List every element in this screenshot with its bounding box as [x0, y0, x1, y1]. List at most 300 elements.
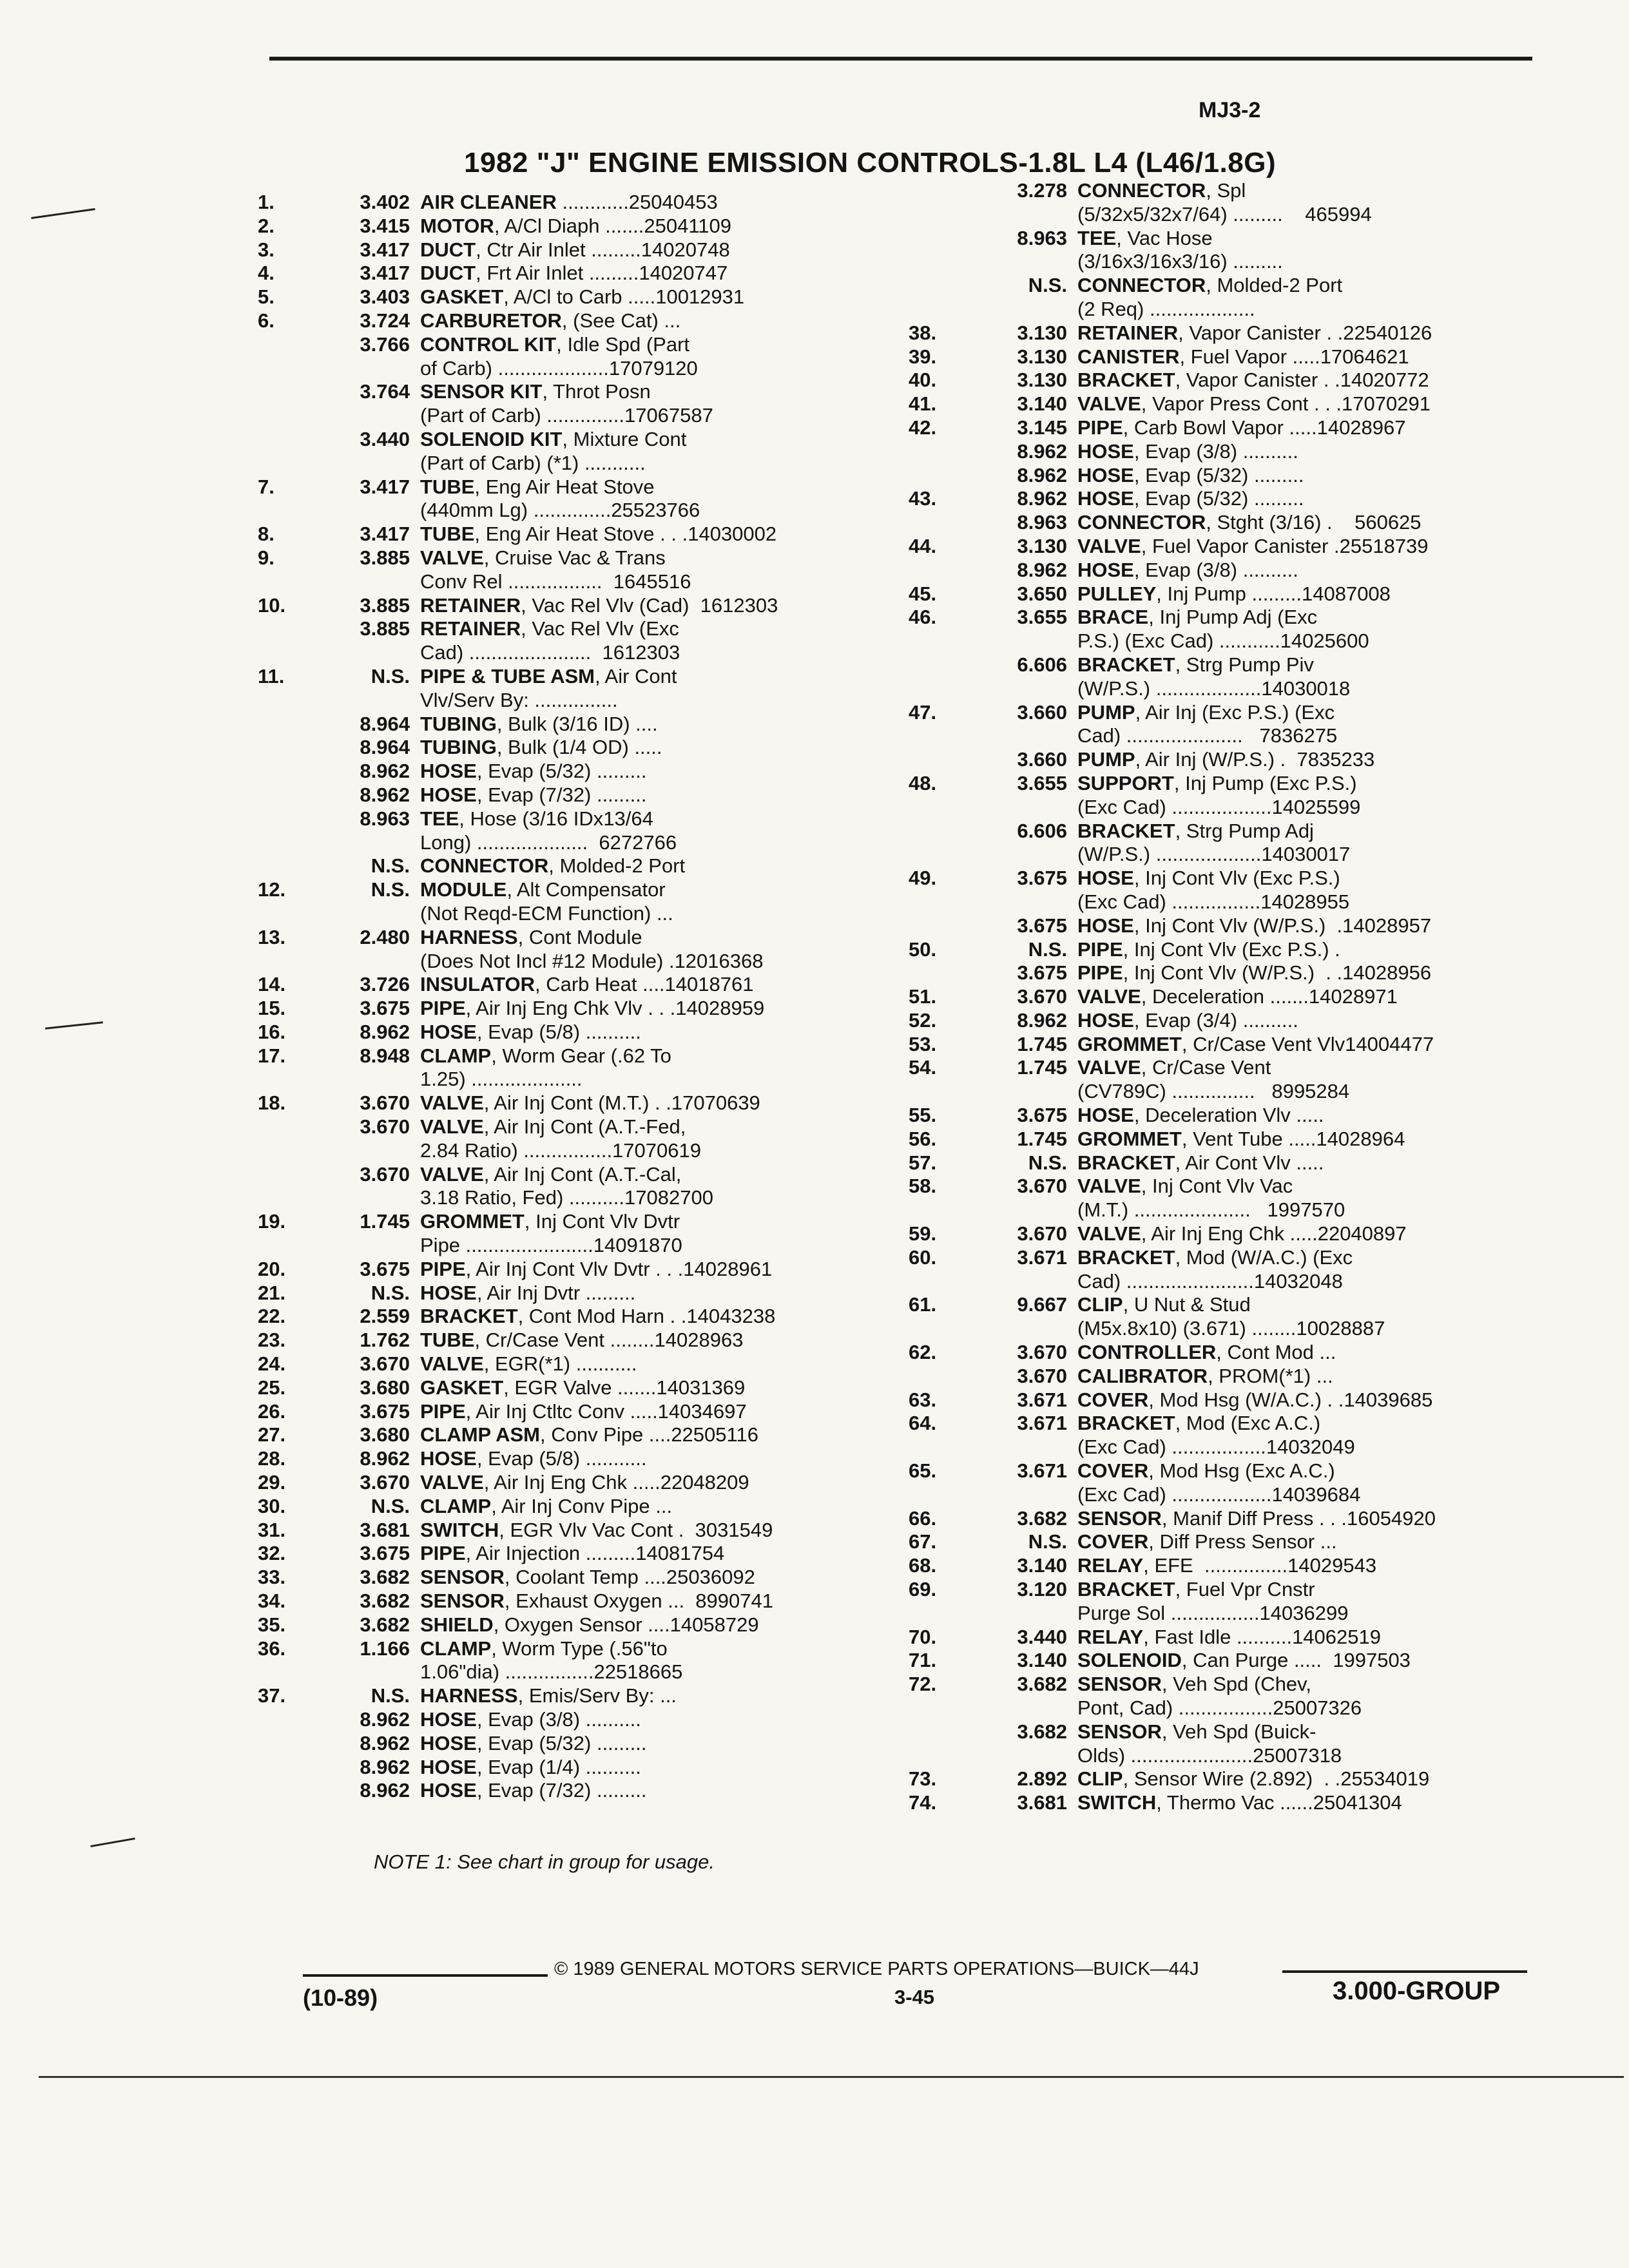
part-description — [420, 285, 902, 309]
part-entry — [909, 1767, 1559, 1791]
description-line: CLAMP ASM, Conv Pipe ....22505116 — [420, 1423, 758, 1446]
group-number: 8.963 — [1017, 511, 1067, 534]
part-description — [420, 1756, 902, 1780]
part-description — [1077, 1222, 1559, 1246]
group-number: 3.655 — [1017, 771, 1067, 794]
description-line: RETAINER, Vapor Canister . .22540126 — [1077, 321, 1432, 344]
part-entry — [909, 820, 1559, 867]
part-description — [420, 760, 902, 783]
description-line: 3.18 Ratio, Fed) ..........17082700 — [420, 1186, 713, 1209]
group-number: 3.417 — [360, 523, 410, 546]
description-line: BRACKET, Vapor Canister . .14020772 — [1077, 369, 1429, 392]
description-line: VALVE, Fuel Vapor Canister .25518739 — [1077, 534, 1429, 557]
group-number: 3.885 — [360, 617, 410, 640]
ref-number: 11. — [258, 664, 285, 687]
group-number: 3.680 — [360, 1376, 410, 1399]
group-number: 3.440 — [1017, 1625, 1067, 1648]
bottom-scan-rule — [39, 2076, 1624, 2078]
part-entry — [258, 1258, 902, 1282]
part-description — [420, 1352, 902, 1376]
description-line: MODULE, Alt Compensator — [420, 878, 666, 901]
description-line: HOSE, Evap (5/8) ........... — [420, 1447, 647, 1470]
description-line: TUBE, Eng Air Heat Stove . . .14030002 — [420, 523, 777, 546]
part-entry — [909, 985, 1559, 1009]
part-entry — [909, 1175, 1559, 1222]
part-entry — [909, 1056, 1559, 1104]
ref-number: 29. — [258, 1471, 286, 1494]
description-line: PUMP, Air Inj (Exc P.S.) (Exc — [1077, 700, 1335, 724]
part-description — [420, 783, 902, 807]
part-entry — [909, 748, 1559, 772]
description-line: HOSE, Evap (3/8) .......... — [1077, 439, 1298, 463]
part-entry — [258, 1732, 902, 1756]
part-description — [1077, 1530, 1559, 1554]
part-entry — [909, 1649, 1559, 1673]
ref-number: 4. — [258, 262, 275, 285]
part-entry — [258, 262, 902, 285]
description-line: HOSE, Air Inj Dvtr ......... — [420, 1281, 636, 1304]
part-entry — [909, 914, 1559, 938]
description-line: (Does Not Incl #12 Module) .12016368 — [420, 949, 764, 972]
description-line: MOTOR, A/Cl Diaph .......25041109 — [420, 214, 732, 237]
group-number: 3.682 — [360, 1566, 410, 1589]
ref-number: 59. — [909, 1222, 937, 1245]
ref-number: 32. — [258, 1542, 286, 1565]
part-description — [420, 380, 902, 428]
description-line: CARBURETOR, (See Cat) ... — [420, 309, 681, 332]
description-line: BRACKET, Strg Pump Piv — [1077, 653, 1314, 676]
part-entry — [258, 1021, 902, 1044]
part-entry — [909, 1128, 1559, 1151]
ref-number: 20. — [258, 1257, 286, 1280]
group-number: 3.675 — [360, 1542, 410, 1565]
description-line: SUPPORT, Inj Pump (Exc P.S.) — [1077, 771, 1357, 794]
part-description — [420, 665, 902, 713]
part-entry — [258, 1329, 902, 1352]
description-line: HOSE, Evap (5/32) ......... — [420, 1731, 647, 1754]
description-line: VALVE, Inj Cont Vlv Vac — [1077, 1175, 1293, 1198]
part-entry — [909, 511, 1559, 535]
ref-number: 15. — [258, 997, 286, 1020]
description-line: AIR CLEANER ............25040453 — [420, 191, 718, 213]
part-entry — [258, 973, 902, 997]
part-description — [1077, 914, 1559, 938]
ref-number — [258, 1708, 329, 1732]
ref-number: 7. — [258, 475, 275, 498]
description-line: HOSE, Evap (7/32) ......... — [420, 1779, 647, 1802]
part-entry — [258, 1352, 902, 1376]
group-number: 3.681 — [1017, 1791, 1067, 1814]
description-line: Cad) ..................... 7836275 — [1077, 724, 1338, 747]
ref-number: 69. — [909, 1578, 937, 1601]
part-description — [420, 309, 902, 333]
part-description — [1077, 1341, 1559, 1365]
group-number: N.S. — [371, 854, 410, 878]
part-description — [420, 854, 902, 878]
group-number: 8.963 — [1017, 226, 1067, 249]
group-number: N.S. — [1028, 1530, 1067, 1553]
part-entry — [258, 380, 902, 428]
part-entry — [258, 1091, 902, 1115]
description-line: SENSOR, Coolant Temp ....25036092 — [420, 1566, 755, 1589]
description-line: SWITCH, Thermo Vac ......25041304 — [1077, 1791, 1402, 1814]
description-line: VALVE, Air Inj Eng Chk .....22048209 — [420, 1471, 749, 1494]
ref-number: 17. — [258, 1044, 286, 1067]
part-entry — [258, 191, 902, 215]
group-number: 3.671 — [1017, 1245, 1067, 1269]
part-entry — [909, 274, 1559, 322]
ref-number: 53. — [909, 1032, 937, 1055]
footer-rule-left — [303, 1974, 548, 1977]
description-line: (3/16x3/16x3/16) ......... — [1077, 250, 1283, 273]
part-description — [420, 1471, 902, 1495]
description-line: CLIP, U Nut & Stud — [1077, 1293, 1251, 1316]
part-entry — [258, 1115, 902, 1163]
description-line: HOSE, Inj Cont Vlv (W/P.S.) .14028957 — [1077, 914, 1432, 937]
group-number: N.S. — [371, 664, 410, 687]
description-line: PIPE, Inj Cont Vlv (Exc P.S.) . — [1077, 937, 1340, 961]
description-line: SENSOR, Manif Diff Press . . .16054920 — [1077, 1506, 1436, 1530]
group-number: 3.680 — [360, 1423, 410, 1446]
description-line: TEE, Hose (3/16 IDx13/64 — [420, 807, 653, 830]
description-line: (M5x.8x10) (3.671) ........10028887 — [1077, 1317, 1385, 1340]
part-description — [420, 878, 902, 926]
part-entry — [258, 1376, 902, 1400]
description-line: VALVE, Air Inj Eng Chk .....22040897 — [1077, 1222, 1407, 1245]
group-number: 6.606 — [1017, 819, 1067, 842]
description-line: CALIBRATOR, PROM(*1) ... — [1077, 1364, 1333, 1387]
part-description — [1077, 1151, 1559, 1175]
group-number: 3.278 — [1017, 179, 1067, 202]
ref-number: 5. — [258, 285, 275, 309]
description-line: RELAY, EFE ...............14029543 — [1077, 1554, 1377, 1577]
group-number: 3.671 — [1017, 1412, 1067, 1435]
description-line: of Carb) ....................17079120 — [420, 356, 698, 380]
group-number: 2.892 — [1017, 1767, 1067, 1791]
part-entry — [909, 1293, 1559, 1341]
part-entry — [909, 1530, 1559, 1554]
part-description — [1077, 369, 1559, 392]
part-entry — [909, 606, 1559, 653]
description-line: VALVE, Air Inj Cont (M.T.) . .17070639 — [420, 1091, 760, 1115]
description-line: HOSE, Evap (3/8) .......... — [420, 1708, 641, 1731]
description-line: (Exc Cad) ................14028955 — [1077, 890, 1350, 913]
description-line: HOSE, Evap (5/32) ......... — [1077, 487, 1304, 510]
group-number: 3.764 — [360, 380, 410, 403]
part-description — [420, 1163, 902, 1211]
part-description — [1077, 701, 1559, 749]
part-entry — [909, 772, 1559, 820]
description-line: VALVE, Vapor Press Cont . . .17070291 — [1077, 392, 1431, 416]
description-line: BRACKET, Air Cont Vlv ..... — [1077, 1151, 1324, 1174]
ref-number: 46. — [909, 606, 937, 629]
part-entry — [909, 464, 1559, 488]
ref-number — [909, 653, 979, 701]
part-entry — [909, 1626, 1559, 1649]
description-line: BRACKET, Cont Mod Harn . .14043238 — [420, 1305, 776, 1328]
group-number: 8.962 — [360, 1779, 410, 1802]
part-description — [420, 1282, 902, 1305]
ref-number: 38. — [909, 321, 937, 344]
description-line: VALVE, Air Inj Cont (A.T.-Cal, — [420, 1162, 682, 1186]
part-entry — [909, 227, 1559, 274]
ref-number — [909, 179, 979, 227]
footer-group-label: 3.000-GROUP — [1333, 1977, 1501, 2005]
description-line: CONNECTOR, Spl — [1077, 179, 1246, 202]
part-entry — [909, 1412, 1559, 1459]
part-entry — [258, 854, 902, 878]
ref-number — [909, 1720, 979, 1768]
ref-number: 33. — [258, 1566, 286, 1589]
group-number: 3.660 — [1017, 748, 1067, 771]
part-entry — [258, 476, 902, 523]
part-entry — [909, 345, 1559, 369]
description-line: (W/P.S.) ...................14030018 — [1077, 677, 1351, 700]
part-description — [1077, 1649, 1559, 1673]
ref-number: 54. — [909, 1056, 937, 1079]
description-line: TUBING, Bulk (1/4 OD) ..... — [420, 736, 662, 759]
ref-number — [909, 227, 979, 274]
part-entry — [258, 1495, 902, 1519]
part-description — [420, 736, 902, 760]
description-line: PIPE, Air Inj Ctltc Conv .....14034697 — [420, 1399, 747, 1423]
ref-number — [909, 559, 979, 582]
part-description — [1077, 1293, 1559, 1341]
footer-copyright: © 1989 GENERAL MOTORS SERVICE PARTS OPERATIONS—BUICK—44J — [554, 1959, 1199, 1979]
ref-number — [258, 1732, 329, 1756]
description-line: BRACKET, Strg Pump Adj — [1077, 819, 1314, 842]
ref-number — [258, 380, 329, 428]
description-line: HOSE, Evap (3/8) .......... — [1077, 558, 1298, 581]
group-number: 1.745 — [1017, 1032, 1067, 1055]
ref-number: 42. — [909, 416, 937, 439]
ref-number: 21. — [258, 1281, 286, 1304]
part-description — [420, 926, 902, 974]
part-entry — [258, 997, 902, 1021]
description-line: GASKET, EGR Valve .......14031369 — [420, 1376, 746, 1399]
ref-number — [258, 1779, 329, 1803]
part-description — [420, 1590, 902, 1613]
part-description — [1077, 227, 1559, 274]
ref-number — [909, 748, 979, 772]
part-entry — [258, 546, 902, 594]
part-description — [1077, 1673, 1559, 1720]
ref-number: 1. — [258, 191, 275, 213]
parts-list-left — [258, 191, 902, 1803]
part-description — [420, 1779, 902, 1803]
part-entry — [909, 938, 1559, 962]
part-description — [420, 1732, 902, 1756]
description-line: PIPE, Air Inj Eng Chk Vlv . . .14028959 — [420, 997, 765, 1020]
ref-number: 39. — [909, 345, 937, 368]
part-entry — [909, 416, 1559, 440]
ref-number — [258, 333, 329, 381]
description-line: HOSE, Evap (7/32) ......... — [420, 783, 647, 806]
part-description — [1077, 1009, 1559, 1033]
part-entry — [909, 1033, 1559, 1057]
part-entry — [909, 1459, 1559, 1507]
group-number: 3.671 — [1017, 1459, 1067, 1483]
group-number: 3.130 — [1017, 321, 1067, 344]
group-number: 3.650 — [1017, 582, 1067, 605]
ref-number: 51. — [909, 985, 937, 1008]
description-line: VALVE, Deceleration .......14028971 — [1077, 985, 1398, 1008]
group-number: 3.417 — [360, 262, 410, 285]
part-description — [1077, 1767, 1559, 1791]
group-number: 2.480 — [360, 925, 410, 948]
part-description — [1077, 772, 1559, 820]
ref-number: 50. — [909, 937, 937, 961]
description-line: (Exc Cad) ..................14025599 — [1077, 795, 1361, 818]
description-line: (W/P.S.) ...................14030017 — [1077, 843, 1351, 866]
ref-number: 2. — [258, 214, 275, 237]
part-entry — [258, 1684, 902, 1708]
part-entry — [258, 617, 902, 665]
description-line: DUCT, Ctr Air Inlet .........14020748 — [420, 238, 730, 261]
description-line: Pont, Cad) .................25007326 — [1077, 1696, 1362, 1719]
footer-rule-right — [1282, 1970, 1527, 1973]
ref-number: 64. — [909, 1412, 937, 1435]
group-number: 8.962 — [360, 1755, 410, 1778]
ref-number — [909, 511, 979, 535]
description-line: (2 Req) ................... — [1077, 297, 1255, 320]
group-number: 9.667 — [1017, 1293, 1067, 1316]
ref-number: 58. — [909, 1175, 937, 1198]
ref-number — [909, 440, 979, 464]
part-entry — [258, 1210, 902, 1258]
group-number: 8.948 — [360, 1044, 410, 1067]
part-description — [1077, 1578, 1559, 1626]
ref-number: 49. — [909, 867, 937, 890]
ref-number — [909, 274, 979, 322]
ref-number — [258, 1115, 329, 1163]
ref-number: 44. — [909, 534, 937, 557]
part-description — [420, 1091, 902, 1115]
part-entry — [258, 1044, 902, 1092]
part-entry — [909, 369, 1559, 392]
description-line: HOSE, Evap (3/4) .......... — [1077, 1008, 1298, 1032]
part-entry — [909, 653, 1559, 701]
description-line: GROMMET, Inj Cont Vlv Dvtr — [420, 1210, 680, 1233]
part-entry — [258, 1305, 902, 1329]
ref-number — [258, 713, 329, 736]
ref-number — [258, 760, 329, 783]
part-description — [1077, 985, 1559, 1009]
part-description — [420, 1423, 902, 1447]
group-number: 3.766 — [360, 332, 410, 356]
description-line: CONTROLLER, Cont Mod ... — [1077, 1341, 1336, 1364]
part-description — [1077, 464, 1559, 488]
ref-number — [258, 854, 329, 878]
description-line: BRACKET, Mod (Exc A.C.) — [1077, 1412, 1321, 1435]
group-number: 1.166 — [360, 1637, 410, 1660]
group-number: 3.671 — [1017, 1388, 1067, 1411]
description-line: Vlv/Serv By: ............... — [420, 688, 618, 711]
part-description — [420, 807, 902, 855]
part-description — [420, 476, 902, 523]
ref-number: 36. — [258, 1637, 286, 1660]
part-entry — [909, 1554, 1559, 1578]
part-description — [420, 523, 902, 546]
description-line: HOSE, Evap (1/4) .......... — [420, 1755, 641, 1778]
description-line: VALVE, Cruise Vac & Trans — [420, 546, 666, 569]
ref-number — [909, 820, 979, 867]
part-entry — [909, 1389, 1559, 1412]
group-number: 3.670 — [360, 1091, 410, 1115]
group-number: 3.675 — [360, 997, 410, 1020]
ref-number: 45. — [909, 582, 937, 605]
part-description — [420, 1684, 902, 1708]
group-number: 1.745 — [1017, 1056, 1067, 1079]
part-description — [420, 1613, 902, 1637]
part-entry — [909, 440, 1559, 464]
group-number: 3.140 — [1017, 1649, 1067, 1672]
part-entry — [909, 701, 1559, 749]
description-line: Purge Sol ................14036299 — [1077, 1601, 1349, 1624]
part-description — [420, 997, 902, 1021]
group-number: 3.670 — [1017, 1222, 1067, 1245]
part-description — [1077, 1128, 1559, 1151]
description-line: CONNECTOR, Molded-2 Port — [1077, 274, 1343, 297]
part-entry — [258, 1282, 902, 1305]
description-line: SENSOR, Exhaust Oxygen ... 8990741 — [420, 1590, 773, 1613]
part-entry — [258, 1708, 902, 1732]
ref-number: 57. — [909, 1151, 937, 1174]
part-entry — [258, 523, 902, 546]
part-description — [1077, 653, 1559, 701]
ref-number: 73. — [909, 1767, 937, 1791]
ref-number: 8. — [258, 523, 275, 546]
description-line: VALVE, EGR(*1) ........... — [420, 1352, 637, 1376]
part-entry — [258, 1163, 902, 1211]
part-entry — [909, 1365, 1559, 1389]
part-description — [1077, 1720, 1559, 1768]
part-description — [420, 1258, 902, 1282]
group-number: 8.962 — [360, 1731, 410, 1754]
part-entry — [258, 1637, 902, 1685]
part-description — [1077, 1412, 1559, 1459]
part-description — [1077, 582, 1559, 606]
description-line: PIPE, Air Injection .........14081754 — [420, 1542, 725, 1565]
ref-number: 31. — [258, 1518, 286, 1541]
group-number: 3.681 — [360, 1518, 410, 1541]
part-description — [420, 1376, 902, 1400]
description-line: (Not Reqd-ECM Function) ... — [420, 901, 673, 925]
ref-number: 41. — [909, 392, 937, 416]
description-line: VALVE, Air Inj Cont (A.T.-Fed, — [420, 1115, 686, 1139]
part-entry — [909, 179, 1559, 227]
group-number: N.S. — [371, 878, 410, 901]
group-number: 8.962 — [1017, 463, 1067, 486]
description-line: GROMMET, Cr/Case Vent Vlv14004477 — [1077, 1032, 1434, 1055]
description-line: VALVE, Cr/Case Vent — [1077, 1056, 1271, 1079]
part-description — [420, 1021, 902, 1044]
description-line: SENSOR, Veh Spd (Buick- — [1077, 1720, 1316, 1743]
description-line: COVER, Diff Press Sensor ... — [1077, 1530, 1337, 1553]
group-number: 1.745 — [360, 1210, 410, 1233]
part-description — [420, 1329, 902, 1352]
part-description — [1077, 535, 1559, 559]
part-description — [420, 191, 902, 215]
group-number: 2.559 — [360, 1305, 410, 1328]
group-number: 8.962 — [1017, 558, 1067, 581]
group-number: N.S. — [1028, 1151, 1067, 1174]
description-line: (M.T.) ..................... 1997570 — [1077, 1198, 1345, 1222]
part-description — [1077, 559, 1559, 582]
ref-number — [258, 1756, 329, 1780]
part-entry — [909, 1673, 1559, 1720]
description-line: HARNESS, Emis/Serv By: ... — [420, 1684, 677, 1707]
